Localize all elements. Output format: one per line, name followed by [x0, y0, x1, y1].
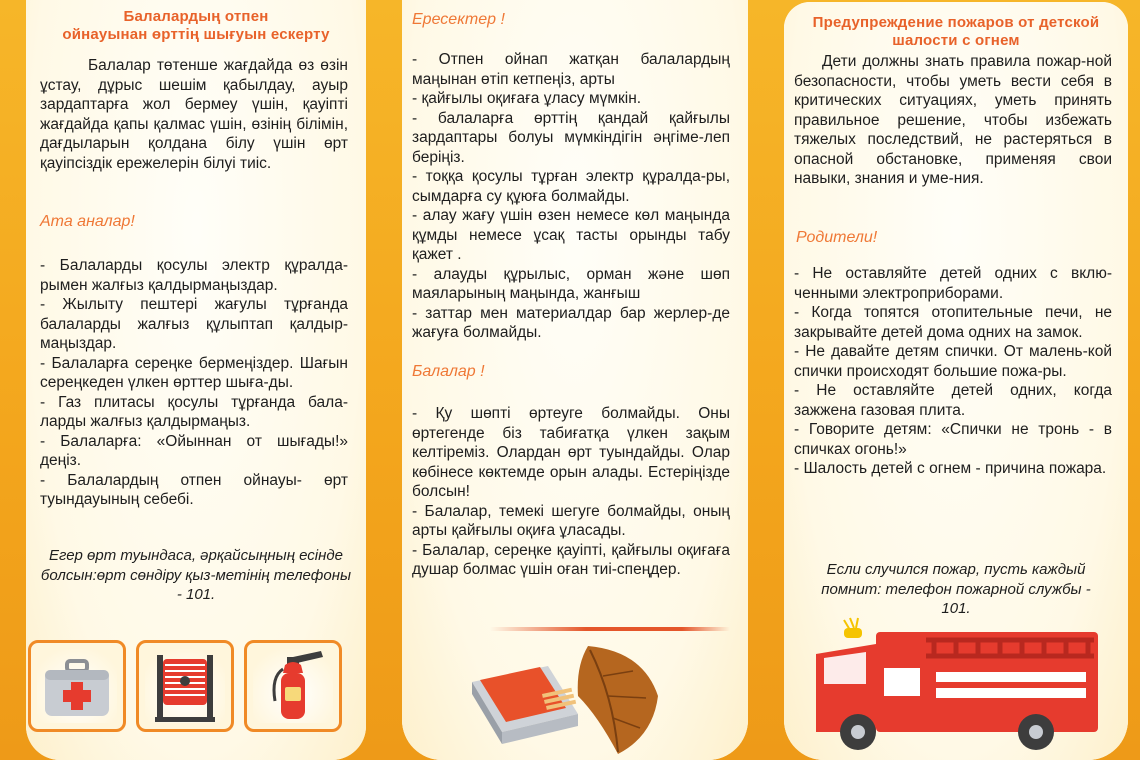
panel-kazakh-adults-children	[402, 0, 748, 760]
panel3-intro: Дети должны знать правила пожар-ной безопасности, чтобы уметь вести себя в критических ситуациях, уметь принять правильное решение, чтобы избежать тяжелых последствий, не растеряться в опасной обстановке, применяя свои навыки, знания и уме-ния.	[794, 53, 1112, 187]
divider	[490, 627, 730, 631]
list-item: - қайғылы оқиғаға ұласу мүмкін.	[412, 90, 642, 107]
list-item: - тоққа қосулы тұрған электр құралда-ры, сымдарға су құюға болмайды.	[412, 168, 730, 205]
list-item: - Не оставляйте детей одних с вклю-ченными электроприборами.	[794, 265, 1112, 302]
matchbox-and-leaf-icon	[468, 636, 668, 756]
first-aid-kit-icon	[28, 640, 126, 732]
panel-kazakh-fire-prevention	[26, 0, 366, 760]
list-item: - Балалардың отпен ойнауы- өрт туындауының себебі.	[40, 471, 348, 508]
panel1-footer: Егер өрт туындаса, әрқайсыңның есінде болсын:өрт сөндіру қыз-метінің телефоны - 101.	[40, 547, 352, 603]
list-item: - Балаларға: «Ойыннан от шығады!» деңіз.	[40, 432, 348, 469]
list-item: - Балаларды қосулы электр құралда-рымен жалғыз қалдырмаңыздар.	[40, 257, 348, 294]
list-item: - балаларға өрттің қандай қайғылы зардаптары болуы мүмкіндігін әңгіме-леп беріңіз.	[412, 109, 730, 166]
list-item: - Балаларға сереңке бермеңіздер. Шағын сереңкеден үлкен өрттер шыға-ды.	[40, 354, 348, 391]
list-item: - алауды құрылыс, орман және шөп маяларының маңында, жанғыш	[412, 265, 730, 302]
list-item: - Жылыту пештері жағулы тұрғанда балаларды жалғыз құлыптап қалдыр-маңыздар.	[40, 296, 348, 352]
list-item: - Шалость детей с огнем - причина пожара.	[794, 460, 1107, 477]
panel3-footer: Если случился пожар, пусть каждый помнит: телефон пожарной службы - 101.	[821, 561, 1091, 617]
list-item: - заттар мен материалдар бар жерлер-де жағуға болмайды.	[412, 304, 730, 341]
panel-russian-fire-prevention	[784, 2, 1128, 760]
panel2-section2-head: Балалар !	[412, 363, 485, 380]
fire-truck-icon	[806, 614, 1106, 754]
list-item: - Газ плитасы қосулы тұрғанда бала-ларды жалғыз қалдырмаңыз.	[40, 393, 348, 430]
fire-extinguisher-icon	[244, 640, 342, 732]
panel1-section-head: Ата аналар!	[40, 213, 135, 230]
list-item: - Балалар, темекі шегуге болмайды, оның арты қайғылы оқиға ұласады.	[412, 502, 730, 539]
list-item: - Балалар, сереңке қауіпті, қайғылы оқиғаға душар болмас үшін оған тиі-спеңдер.	[412, 541, 730, 578]
panel1-list	[40, 256, 348, 510]
panel3-section-head: Родители!	[796, 229, 878, 246]
list-item: - Қу шөпті өртеуге болмайды. Оны өртегенде біз табиғатқа үлкен зақым келтіреміз. Олардан өрт туындайды. Олар көбінесе көктемде орын алады. Естеріңізде болсын!	[412, 405, 730, 500]
panel1-intro: Балалар төтенше жағдайда өз өзін ұстау, дұрыс шешім қабылдау, ауыр зардаптарға жол бермеу үшін, қауіпті жағдайда қапы қалмас үшін, өзінің білімін, дағдыларын қолдана білу үшін өрт қауіпсіздік ережелерін білуі тиіс.	[40, 57, 348, 172]
panel1-title: Балалардың отпен ойнауынан өрттің шығуын ескерту	[62, 8, 330, 43]
panel3-list	[794, 264, 1112, 479]
panel2-section1-list	[412, 50, 730, 343]
list-item: - Говорите детям: «Спички не тронь - в спичках огонь!»	[794, 421, 1112, 458]
list-item: - Не оставляйте детей одних, когда зажжена газовая плита.	[794, 382, 1112, 419]
fire-hose-reel-icon	[136, 640, 234, 732]
list-item: - Не давайте детям спички. От малень-кой спички происходят большие пожа-ры.	[794, 343, 1112, 380]
panel2-section2-list	[412, 404, 730, 580]
panel3-title: Предупреждение пожаров от детской шалости с огнем	[812, 14, 1100, 49]
panel2-section1-head: Ересектер !	[412, 11, 505, 28]
list-item: - Отпен ойнап жатқан балалардың маңынан өтіп кетпеңіз, арты	[412, 51, 730, 88]
list-item: - алау жағу үшін өзен немесе көл маңында құмды немесе ұсақ тасты орынды табу қажет .	[412, 207, 730, 263]
list-item: - Когда топятся отопительные печи, не закрывайте детей дома одних на замок.	[794, 304, 1112, 341]
